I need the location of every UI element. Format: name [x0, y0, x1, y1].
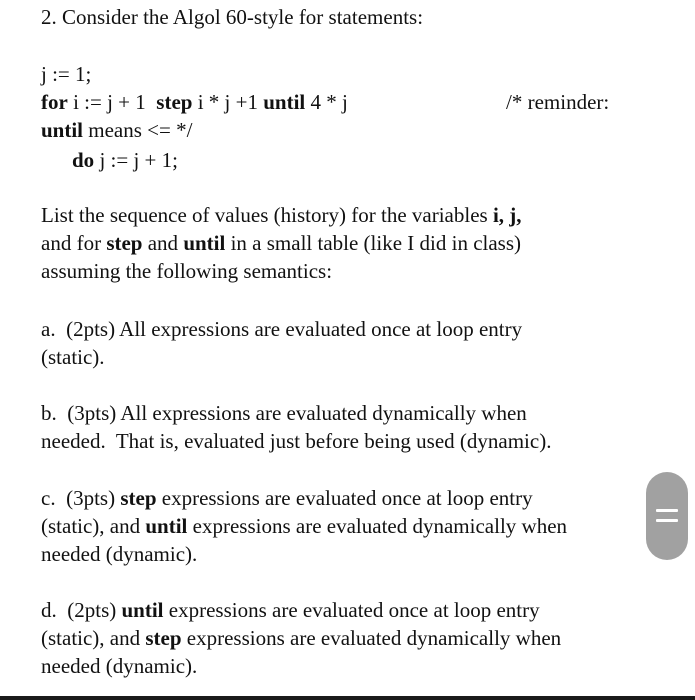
keyword-until: until	[263, 90, 306, 114]
instructions-line-3: assuming the following semantics:	[41, 259, 333, 283]
part-a-line-2: (static).	[41, 345, 105, 369]
part-d-line-3: needed (dynamic).	[41, 654, 198, 678]
code-line-2: for i := j + 1 step i * j +1 until 4 * j	[41, 90, 348, 114]
grip-line	[656, 519, 678, 522]
code-line-4: do j := j + 1;	[72, 148, 178, 172]
keyword-do: do	[72, 148, 95, 172]
part-c-line-1: c. (3pts) step expressions are evaluated once at loop entry	[41, 486, 533, 510]
part-c-line-2: (static), and until expressions are evaluated dynamically when	[41, 514, 568, 538]
part-a-line-1: a. (2pts) All expressions are evaluated once at loop entry	[41, 317, 523, 341]
instructions-line-1: List the sequence of values (history) for the variables i, j,	[41, 203, 522, 227]
code-line-3: until means <= */	[41, 118, 193, 142]
code-line-1: j := 1;	[41, 62, 92, 86]
part-b-line-2: needed. That is, evaluated just before being used (dynamic).	[41, 429, 552, 453]
grip-line	[656, 509, 678, 512]
keyword-for: for	[41, 90, 68, 114]
question-heading: 2. Consider the Algol 60-style for statements:	[41, 5, 424, 29]
scroll-handle[interactable]	[646, 472, 688, 560]
part-b-line-1: b. (3pts) All expressions are evaluated dynamically when	[41, 401, 527, 425]
keyword-step: step	[156, 90, 193, 114]
part-c-line-3: needed (dynamic).	[41, 542, 198, 566]
code-comment-reminder: /* reminder:	[506, 90, 610, 114]
part-d-line-1: d. (2pts) until expressions are evaluated once at loop entry	[41, 598, 540, 622]
bottom-border	[0, 696, 695, 700]
instructions-line-2: and for step and until in a small table (like I did in class)	[41, 231, 522, 255]
keyword-until: until	[41, 118, 84, 142]
part-d-line-2: (static), and step expressions are evaluated dynamically when	[41, 626, 562, 650]
